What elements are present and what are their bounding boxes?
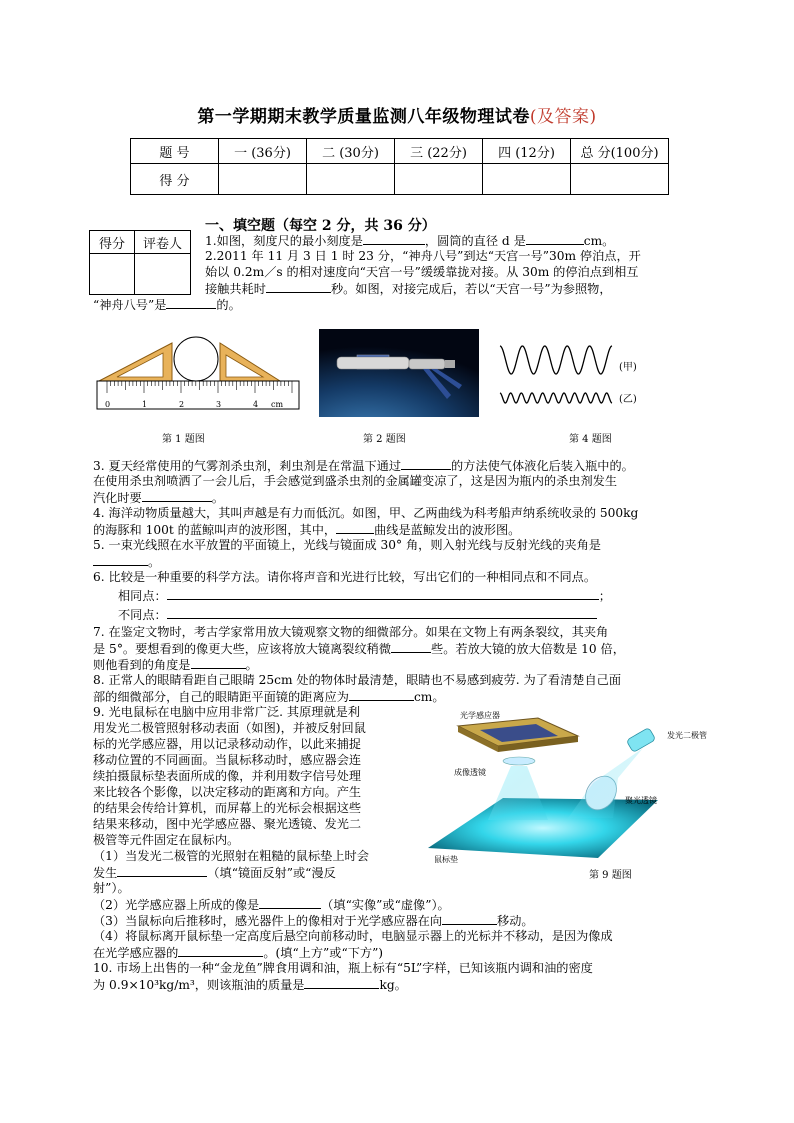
q5-line-1: 5. 一束光线照在水平放置的平面镜上，光线与镜面成 30° 角，则入射光线与反射光线的夹角是 (93, 538, 601, 552)
wave-jia-label: (甲) (619, 362, 637, 373)
ruler-tick-3: 3 (216, 400, 222, 409)
section-title: 一、填空题（每空 2 分，共 36 分） (205, 218, 436, 234)
q9-line-7: 的结果会传给计算机，而屏幕上的光标会根据这些 (93, 801, 362, 815)
q9-line-9: 极管等元件固定在鼠标内。 (93, 833, 240, 847)
figure-9-optical-mouse (418, 708, 708, 880)
fig9-label-imaging-lens: 成像透镜 (454, 768, 486, 777)
q3-line-1: 3. 夏天经常使用的气雾剂杀虫剂，剎虫剂是在常温下通过 的方法使气体液化后装入瓶中的。 (93, 459, 634, 473)
q2-line-2: 始以 0.2m／s 的相对速度向“天宫一号”缓缓靠拢对接。从 30m 的停泊点到相互 (205, 265, 639, 279)
q4-line-2: 的海豚和 100t 的蓝鲸叫声的波形图，其中， 曲线是蓝鲸发出的波形图。 (93, 523, 521, 537)
score-cell (307, 164, 395, 195)
score-cell (571, 164, 669, 195)
score-table (130, 138, 669, 195)
grader-score-label: 得分 (90, 231, 135, 254)
wave-yi (500, 393, 612, 403)
grader-cell (135, 254, 191, 295)
q9-1-line-1: （1）当发光二极管的光照射在粗糙的鼠标垫上时会 (93, 849, 369, 863)
q3-line-2: 在使用杀虫剂喷洒了一会儿后，手会感觉到盛杀虫剂的金属罐变凉了，这是因为瓶内的杀虫剂发生 (93, 474, 618, 488)
q2-line-3: 接触共耗时 秒。如图，对接完成后，若以“天宫一号”为参照物， (205, 282, 612, 296)
q10-line-2: 为 0.9×10³kg/m³，则该瓶油的质量是 kg。 (93, 978, 407, 992)
q9-line-1: 9. 光电鼠标在电脑中应用非常广泛. 其原理就是利 (93, 705, 360, 719)
q9-line-3: 标的光学感应器，用以记录移动动作，以此来捕捉 (93, 737, 362, 751)
q9-1-line-2: 发生 （填“镜面反射”或“漫反 (93, 866, 336, 880)
grader-name-label: 评卷人 (135, 231, 191, 254)
q9-3-line: （3）当鼠标向后推移时，感光器件上的像相对于光学感应器在向 移动。 (93, 914, 534, 928)
q6-line-1: 6. 比较是一种重要的科学方法。请你将声音和光进行比较，写出它们的一种相同点和不同点。 (93, 570, 597, 584)
q9-4-line-2: 在光学感应器的 。(填“上方”或“下方”) (93, 946, 384, 960)
ruler-tick-unit: cm (271, 400, 284, 409)
q9-line-6: 来比较各个影像，以决定移动的距离和方向。产生 (93, 785, 362, 799)
figure-2-spacecraft-photo (319, 329, 479, 417)
q10-line-1: 10. 市场上出售的一种“金龙鱼”牌食用调和油，瓶上标有“5L”字样，已知该瓶内调和油的密度 (93, 961, 593, 975)
wave-jia (500, 346, 612, 374)
ruler-tick-1: 1 (142, 400, 148, 409)
grader-cell (90, 254, 135, 295)
q4-line-1: 4. 海洋动物质量越大，其叫声越是有力而低沉。如图，甲、乙两曲线为科考船声纳系统收录的 500kg (93, 506, 639, 520)
grader-box (89, 230, 191, 295)
score-cell (483, 164, 571, 195)
q9-4-line-1: （4）将鼠标离开鼠标垫一定高度后悬空向前移动时，电脑显示器上的光标并不移动，是因为像成 (93, 929, 613, 943)
ruler-tick-0: 0 (105, 400, 111, 409)
q8-line-1: 8. 正常人的眼睛看距自己眼睛 25cm 处的物体时最清楚，眼睛也不易感到疲劳. 为了看清楚自己面 (93, 673, 622, 687)
q9-1-line-3: 射”）。 (93, 881, 130, 895)
fig9-label-led: 发光二极管 (667, 731, 707, 740)
q5-line-2: 。 (93, 554, 699, 571)
fig9-label-condenser: 聚光透镜 (625, 796, 657, 805)
q1-line: 1.如图，刻度尺的最小刻度是 ，圆筒的直径 d 是 cm。 (205, 234, 615, 248)
figure-4-waveforms (496, 340, 656, 412)
q2-line-1: 2.2011 年 11 月 3 日 1 时 23 分，“神舟八号”到达“天宫一号”30m 停泊点，开 (205, 249, 641, 263)
q6-similar: 相同点： ； (118, 589, 611, 603)
q3-line-3: 汽化时要 。 (93, 491, 224, 505)
q7-line-3: 则他看到的角度是 。 (93, 658, 258, 672)
fig9-label-pad: 鼠标垫 (434, 855, 458, 864)
score-cell (395, 164, 483, 195)
q9-line-5: 续拍摄鼠标垫表面所成的像，并利用数字信号处理 (93, 769, 362, 783)
score-header-1: 一 (36分) (219, 139, 307, 164)
q7-line-1: 7. 在鉴定文物时，考古学家常用放大镜观察文物的细微部分。如果在文物上有两条裂纹，其夹角 (93, 625, 609, 639)
score-header-0: 题 号 (131, 139, 219, 164)
fig4-caption: 第 4 题图 (569, 434, 612, 445)
wave-yi-label: (乙) (619, 394, 637, 405)
score-header-3: 三 (22分) (395, 139, 483, 164)
q2-line-4: “神舟八号”是 的。 (93, 298, 241, 312)
ruler-tick-4: 4 (253, 400, 259, 409)
title-suffix: (及答案) (529, 107, 597, 127)
q9-line-2: 用发光二极管照射移动表面（如图)，并被反射回鼠 (93, 721, 366, 735)
fig2-caption: 第 2 题图 (363, 434, 406, 445)
score-row-label: 得 分 (131, 164, 219, 195)
score-header-2: 二 (30分) (307, 139, 395, 164)
figure-1-ruler (95, 333, 305, 415)
fig9-caption: 第 9 题图 (589, 870, 632, 881)
fig1-caption: 第 1 题图 (162, 434, 205, 445)
score-cell (219, 164, 307, 195)
q9-line-8: 结果来移动，图中光学感应器、聚光透镜、发光二 (93, 817, 362, 831)
q9-line-4: 移动位置的不同画面。当鼠标移动时，感应器会连 (93, 753, 362, 767)
q9-2-line: （2）光学感应器上所成的像是 （填“实像”或“虚像”）。 (93, 898, 450, 912)
q7-line-2: 是 5°。要想看到的像更大些，应该将放大镜离裂纹稍微 些。若放大镜的放大倍数是 10 倍， (93, 642, 625, 656)
score-header-5: 总 分(100分) (571, 139, 669, 164)
page-title (0, 102, 794, 127)
fig9-label-sensor: 光学感应器 (460, 711, 500, 720)
q6-different: 不同点： (118, 607, 724, 624)
score-header-4: 四 (12分) (483, 139, 571, 164)
title-main: 第一学期期末教学质量监测八年级物理试卷 (197, 107, 530, 127)
q8-line-2: 部的细微部分，自己的眼睛距平面镜的距离应为 cm。 (93, 690, 445, 704)
ruler-tick-2: 2 (179, 400, 185, 409)
